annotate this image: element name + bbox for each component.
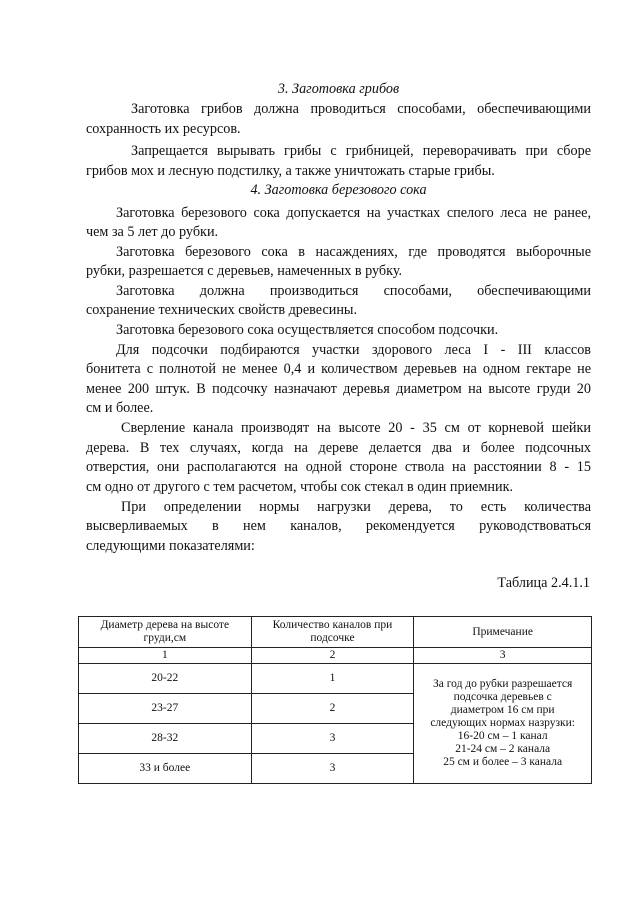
sap-norms-table xyxy=(78,616,592,784)
table-cell: 2 xyxy=(251,694,414,724)
table-header-row xyxy=(79,617,592,648)
table-cell: 20-22 xyxy=(79,664,252,694)
paragraph-line: см и более. xyxy=(86,400,154,416)
note-line: диаметром 16 см при xyxy=(450,704,555,716)
note-line: 25 см и более – 3 канала xyxy=(443,756,563,768)
table-cell: 28-32 xyxy=(79,724,252,754)
section-heading-mushrooms: 3. Заготовка грибов xyxy=(277,81,400,97)
paragraph-line: Заготовка березового сока допускается на участках спелого леса не ранее, xyxy=(116,205,591,221)
paragraph-line: Сверление канала производят на высоте 20 - 35 см от корневой шейки xyxy=(121,420,591,436)
table-header-cell: Количество каналов при подсочке xyxy=(251,617,414,648)
table-cell: 3 xyxy=(251,754,414,784)
paragraph-line: Заготовка березового сока в насаждениях, где проводятся выборочные xyxy=(116,244,591,260)
paragraph-line: следующими показателями: xyxy=(86,538,255,554)
paragraph-line: менее 200 штук. В подсочку назначают деревья диаметром на высоте груди 20 xyxy=(86,381,591,397)
table-caption: Таблица 2.4.1.1 xyxy=(497,575,590,591)
table-number-row xyxy=(79,648,592,664)
table-cell: 23-27 xyxy=(79,694,252,724)
paragraph-line: сохранение технических свойств древесины. xyxy=(86,302,358,318)
table-number-cell: 3 xyxy=(414,648,592,664)
paragraph-line: высверливаемых в нем каналов, рекомендуется руководствоваться xyxy=(86,518,591,534)
paragraph-line: Заготовка березового сока осуществляется способом подсочки. xyxy=(116,322,499,338)
paragraph-line: дерева. В тех случаях, когда на дереве делается два и более подсочных xyxy=(86,440,591,456)
table-row xyxy=(79,664,592,694)
note-line: 21-24 см – 2 канала xyxy=(455,743,551,755)
table-cell: 3 xyxy=(251,724,414,754)
note-line: За год до рубки разрешается xyxy=(432,678,573,690)
table-cell: 1 xyxy=(251,664,414,694)
paragraph-line: Заготовка должна производиться способами, обеспечивающими xyxy=(116,283,591,299)
paragraph-line: Запрещается вырывать грибы с грибницей, переворачивать при сборе xyxy=(131,143,591,159)
paragraph-line: чем за 5 лет до рубки. xyxy=(86,224,219,240)
table-number-cell: 1 xyxy=(79,648,252,664)
paragraph-line: бонитета с полнотой не менее 0,4 и количеством деревьев на одном гектаре не xyxy=(86,361,591,377)
note-line: подсочка деревьев с xyxy=(453,691,552,703)
paragraph-line: грибов мох и лесную подстилку, а также уничтожать старые грибы. xyxy=(86,163,495,179)
paragraph-line: отверстия, они располагаются на одной стороне ствола на расстоянии 8 - 15 xyxy=(86,459,591,475)
note-line: следующих нормах назрузки: xyxy=(430,717,575,729)
note-line: 16-20 см – 1 канал xyxy=(457,730,548,742)
table-note-cell xyxy=(414,664,592,784)
paragraph-line: см одно от другого с тем расчетом, чтобы сок стекал в один приемник. xyxy=(86,479,514,495)
paragraph-line: Заготовка грибов должна проводиться способами, обеспечивающими xyxy=(131,101,591,117)
table-number-cell: 2 xyxy=(251,648,414,664)
table-cell: 33 и более xyxy=(79,754,252,784)
table-header-cell: Примечание xyxy=(414,617,592,648)
paragraph-line: рубки, разрешается с деревьев, намеченных в рубку. xyxy=(86,263,403,279)
section-heading-birch-sap: 4. Заготовка березового сока xyxy=(250,182,427,198)
paragraph-line: При определении нормы нагрузки дерева, то есть количества xyxy=(121,499,591,515)
table-header-cell: Диаметр дерева на высоте груди,см xyxy=(79,617,252,648)
paragraph-line: сохранность их ресурсов. xyxy=(86,121,241,137)
paragraph-line: Для подсочки подбираются участки здорового леса I - III классов xyxy=(116,342,591,358)
